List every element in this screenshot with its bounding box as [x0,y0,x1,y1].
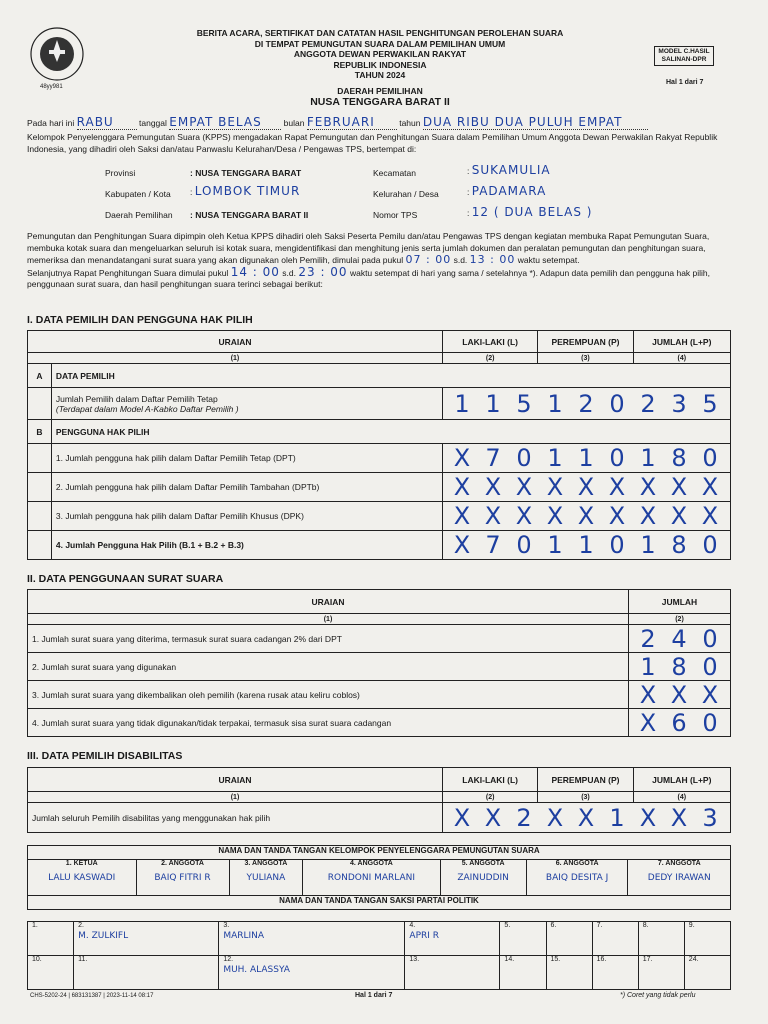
section1-table: URAIAN LAKI-LAKI (L) PEREMPUAN (P) JUMLAH (L+P) (1) (2) (3) (4) A DATA PEMILIH Jumlah Pemilih dalam Daftar Pemilih Tetap (Terdapat dalam Model A-Kabko Daftar Pemilih ) 1 1 5 1 2 0 2 3 5 B PENGGUNA HAK PILIH 1. Jumlah pengguna hak pilih dalam Daftar Pemilih Tetap (DPT) X 7 0 1 1 0 1 8 0 2. Jumlah pengguna hak pilih dalam Daftar Pemilih Tambahan (DPTb) X X X X X X X X X 3. Jumlah pengguna hak pilih dalam Daftar Pemilih Khusus (DPK) X X X X X X X X X 4. Jumlah Pengguna Hak Pilih (B.1 + B.2 + B.3) X 7 0 1 1 0 1 8 0 [27,330,731,560]
digit-box: X [639,473,658,501]
saksi-signature-cell: 24. [684,956,730,990]
digit-box: X [484,473,503,501]
kpps-signature-cell: 7. ANGGOTA DEDY IRAWAN [628,860,731,896]
digit-box: 1 [454,389,471,418]
saksi-signature-cell: 6. [546,922,592,956]
digit-box: X [639,803,658,832]
digit-box: 0 [516,444,533,472]
kpps-signature-cell: 5. ANGGOTA ZAINUDDIN [440,860,526,896]
digit-box: X [577,803,596,832]
digit-box: 0 [702,531,719,559]
kpps-signature-cell: 3. ANGGOTA YULIANA [229,860,303,896]
page-indicator: Hal 1 dari 7 [666,79,704,86]
digit-box: 8 [671,652,688,681]
model-badge: MODEL C.HASIL SALINAN-DPR [654,46,714,66]
footer-code: CHS-5202-24 | 683131387 | 2023-11-14 08:17 [30,993,154,999]
disabilitas-row: Jumlah seluruh Pemilih disabilitas yang menggunakan hak pilih X X 2 X X 1 X X 3 [28,803,731,833]
digit-box: X [453,444,472,472]
saksi-signature-cell: 17. [638,956,684,990]
digit-box: X [670,680,689,709]
dpt-row: Jumlah Pemilih dalam Daftar Pemilih Tetap (Terdapat dalam Model A-Kabko Daftar Pemilih ) 1 1 5 1 2 0 2 3 5 [28,388,731,420]
kpps-signature-cell: 6. ANGGOTA BAIQ DESITA J [526,860,628,896]
saksi-signature-cell: 10. [28,956,74,990]
b-row-2: 2. Jumlah pengguna hak pilih dalam Daftar Pemilih Tambahan (DPTb) X X X X X X X X X [28,473,731,502]
s2-row-2: 2. Jumlah surat suara yang digunakan 1 8 0 [28,653,731,681]
digit-box: 0 [609,389,626,418]
end2-value: 23 : 00 [298,264,348,279]
digit-box: X [546,473,565,501]
kpps-name: RONDONI MARLANI [327,873,416,883]
s2-row-3: 3. Jumlah surat suara yang dikembalikan oleh pemilih (karena rusak atau keliru coblos) X X X [28,681,731,709]
location-block: Provinsi : NUSA TENGGARA BARAT Kabupaten / Kota : LOMBOK TIMUR Daerah Pemilihan : NUSA TENGGARA BARAT II Kecamatan : SUKAMULIA Kelurahan / Desa : PADAMARA Nomor TPS : 12 ( DUA BELAS ) [105,163,593,220]
intro-line: Pada hari ini RABU tanggal EMPAT BELAS bulan FEBRUARI tahun DUA RIBU DUA PULUH EMPAT [27,117,732,130]
digit-box: 1 [578,444,595,472]
kelurahan-value: PADAMARA [471,184,547,198]
digit-box: 0 [609,531,626,559]
b-row-1: 1. Jumlah pengguna hak pilih dalam Daftar Pemilih Tetap (DPT) X 7 0 1 1 0 1 8 0 [28,444,731,473]
section2-table: URAIAN JUMLAH (1) (2) 1. Jumlah surat suara yang diterima, termasuk surat suara cadangan 2% dari DPT 2 4 0 2. Jumlah surat suara yang digunakan 1 8 0 3. Jumlah surat suara yang dikembalikan oleh pemilih (karena rusak atau keliru coblos) X X X 4. Jumlah surat suara yang tidak digunakan/tidak terpakai, termasuk sisa surat suara cadangan X 6 0 [27,589,731,737]
digit-box: X [453,473,472,501]
digit-box: X [608,473,627,501]
digit-box: 5 [516,389,533,418]
saksi-signature-cell: 15. [546,956,592,990]
digit-box: X [577,473,596,501]
digit-box: 1 [578,531,595,559]
provinsi-value: NUSA TENGGARA BARAT [195,168,302,178]
saksi-name: M. ZULKIFL [78,931,129,941]
digit-box: X [546,803,565,832]
digit-box: X [515,473,534,501]
digit-box: X [453,803,472,832]
saksi-signature-cell: 2. M. ZULKIFL [74,922,219,956]
digit-box: 7 [485,444,502,472]
header-line-2: DI TEMPAT PEMUNGUTAN SUARA DALAM PEMILIHAN UMUM [254,38,506,49]
digit-box: 0 [609,444,626,472]
tps-value: 12 ( DUA BELAS ) [471,205,593,219]
digit-box: X [701,473,720,501]
kpps-name: LALU KASWADI [48,873,116,883]
digit-box: 1 [547,531,564,559]
section3-title: III. DATA PEMILIH DISABILITAS [27,750,183,762]
digit-box: 8 [671,444,688,472]
digit-box: 2 [640,389,657,418]
digit-box: X [639,708,658,737]
kpps-name: ZAINUDDIN [457,873,509,883]
saksi-signature-cell: 5. [500,922,546,956]
saksi-signature-cell: 16. [592,956,638,990]
tanggal-value: EMPAT BELAS [169,117,281,130]
daerah-name: NUSA TENGGARA BARAT II [310,96,450,108]
digit-box: 1 [485,389,502,418]
saksi-signature-cell: 13. [405,956,500,990]
digit-box: 1 [609,803,626,832]
kpps-signature-cell: 1. KETUA LALU KASWADI [28,860,137,896]
saksi-signature-cell: 11. [74,956,219,990]
digit-box: 2 [516,803,533,832]
digit-box: 3 [702,803,719,832]
digit-box: 0 [702,708,719,737]
start1-value: 07 : 00 [405,253,452,266]
digit-box: 1 [547,389,564,418]
start2-value: 14 : 00 [230,264,280,279]
saksi-signature-cell: 1. [28,922,74,956]
header-line-5: TAHUN 2024 [354,70,406,80]
kpps-signature-cell: 4. ANGGOTA RONDONI MARLANI [303,860,440,896]
digit-box: X [484,803,503,832]
digit-box: 0 [702,444,719,472]
kpps-name: YULIANA [246,873,286,883]
digit-box: 4 [671,624,688,653]
saksi-signature-cell: 12. MUH. ALASSYA [219,956,405,990]
hari-value: RABU [77,117,137,130]
end1-value: 13 : 00 [469,253,516,266]
digit-box: 0 [516,531,533,559]
footer-note: *) Coret yang tidak perlu [620,992,696,999]
intro-text: Kelompok Penyelenggara Pemungutan Suara (KPPS) mengadakan Rapat Pemungutan dan Penghitungan Suara dalam Pemilihan Umum Anggota Dewan Perwakilan Rakyat Republik Indonesia, yang dihadiri oleh Saksi dan/atau Panwaslu Kelurahan/Desa / Pengawas TPS, bertempat di: [27,132,718,154]
logo-code: 48yy981 [40,84,63,90]
digit-box: 7 [485,531,502,559]
saksi-signature-cell: 3. MARLINA [219,922,405,956]
dapil-value: NUSA TENGGARA BARAT II [195,210,309,220]
saksi-signature-cell: 7. [592,922,638,956]
digit-box: X [670,473,689,501]
digit-box: 5 [702,389,719,418]
digit-box: 6 [671,708,688,737]
saksi-name: APRI R [409,931,440,941]
b-row-3: 3. Jumlah pengguna hak pilih dalam Daftar Pemilih Khusus (DPK) X X X X X X X X X [28,502,731,531]
digit-box: 2 [578,389,595,418]
section2-title: II. DATA PENGGUNAAN SURAT SUARA [27,573,224,585]
kpps-name: DEDY IRAWAN [647,873,711,883]
kpps-name: BAIQ FITRI R [154,873,211,883]
kabupaten-value: LOMBOK TIMUR [194,184,301,198]
tahun-value: DUA RIBU DUA PULUH EMPAT [423,117,648,130]
dpt-values [442,388,730,420]
digit-box: 8 [671,531,688,559]
kpu-logo [22,22,92,92]
bulan-value: FEBRUARI [307,117,397,130]
timing-text: Pemungutan dan Penghitungan Suara dipimpin oleh Ketua KPPS dihadiri oleh Saksi Peserta Pemilu dan/atau Pengawas TPS dengan kegiatan membuka Rapat Pemungutan Suara, membuka kotak suara dan mengeluarkan seluruh isi kotak suara, mengidentifikasi dan menghitung jenis serta jumlah dokumen dan peralatan pemungutan dan penghitungan suara, memeriksa dan menandatangani surat suara yang akan digunakan oleh Pemilih, dimulai pada pukul 07 : 00 s.d. 13 : 00 waktu setempat. Selanjutnya Rapat Penghitungan Suara dimulai pukul 14 : 00 s.d. 23 : 00 waktu setempat di hari yang sama / setelahnya *). Adapun data pemilih dan pengguna hak pilih, penggunaan surat suara, dan hasil penghitungan suara terinci sebagai berikut: [27,231,711,289]
digit-box: 1 [640,444,657,472]
kpps-name: BAIQ DESITA J [545,873,609,883]
s2-row-4: 4. Jumlah surat suara yang tidak digunakan/tidak terpakai, termasuk sisa surat suara cadangan X 6 0 [28,709,731,737]
section3-table: URAIAN LAKI-LAKI (L) PEREMPUAN (P) JUMLAH (L+P) (1) (2) (3) (4) Jumlah seluruh Pemilih disabilitas yang menggunakan hak pilih X X 2 X X 1 X X 3 [27,767,731,833]
digit-box: X [670,502,689,530]
digit-box: X [546,502,565,530]
saksi-signature-table [27,921,731,990]
b-row-4: 4. Jumlah Pengguna Hak Pilih (B.1 + B.2 + B.3) X 7 0 1 1 0 1 8 0 [28,531,731,560]
digit-box: 2 [640,624,657,653]
document-header [150,28,610,108]
digit-box: X [701,502,720,530]
kpps-signature-table: NAMA DAN TANDA TANGAN KELOMPOK PENYELENGGARA PEMUNGUTAN SUARA 1. KETUA LALU KASWADI 2. ANGGOTA BAIQ FITRI R 3. ANGGOTA YULIANA 4. ANGGOTA RONDONI MARLANI 5. ANGGOTA ZAINUDDIN 6. ANGGOTA BAIQ DESITA J 7. ANGGOTA DEDY IRAWAN NAMA DAN TANDA TANGAN SAKSI PARTAI POLITIK [27,845,731,910]
digit-box: 0 [702,624,719,653]
digit-box: 3 [671,389,688,418]
saksi-signature-cell: 14. [500,956,546,990]
saksi-signature-cell: 8. [638,922,684,956]
digit-box: 0 [702,652,719,681]
digit-box: X [453,502,472,530]
digit-box: X [670,803,689,832]
section1-title: I. DATA PEMILIH DAN PENGGUNA HAK PILIH [27,314,253,326]
saksi-signature-cell: 4. APRI R [405,922,500,956]
digit-box: X [577,502,596,530]
digit-box: X [484,502,503,530]
digit-box: X [453,531,472,559]
digit-box: 1 [640,531,657,559]
digit-box: X [639,502,658,530]
s2-row-1: 1. Jumlah surat suara yang diterima, termasuk surat suara cadangan 2% dari DPT 2 4 0 [28,625,731,653]
daerah-label: DAERAH PEMILIHAN [337,85,423,96]
digit-box: X [701,680,720,709]
saksi-name: MARLINA [223,931,265,941]
digit-box: X [639,680,658,709]
footer-page: Hal 1 dari 7 [355,992,393,999]
saksi-name: MUH. ALASSYA [223,965,290,975]
header-line-3: ANGGOTA DEWAN PERWAKILAN RAKYAT [293,49,467,59]
digit-box: X [515,502,534,530]
saksi-signature-cell: 9. [684,922,730,956]
digit-box: X [608,502,627,530]
kecamatan-value: SUKAMULIA [471,163,551,177]
header-line-4: REPUBLIK INDONESIA [333,59,427,70]
header-line-1: BERITA ACARA, SERTIFIKAT DAN CATATAN HASIL PENGHITUNGAN PEROLEHAN SUARA [196,28,564,38]
kpps-signature-cell: 2. ANGGOTA BAIQ FITRI R [136,860,229,896]
digit-box: 1 [547,444,564,472]
digit-box: 1 [640,652,657,681]
